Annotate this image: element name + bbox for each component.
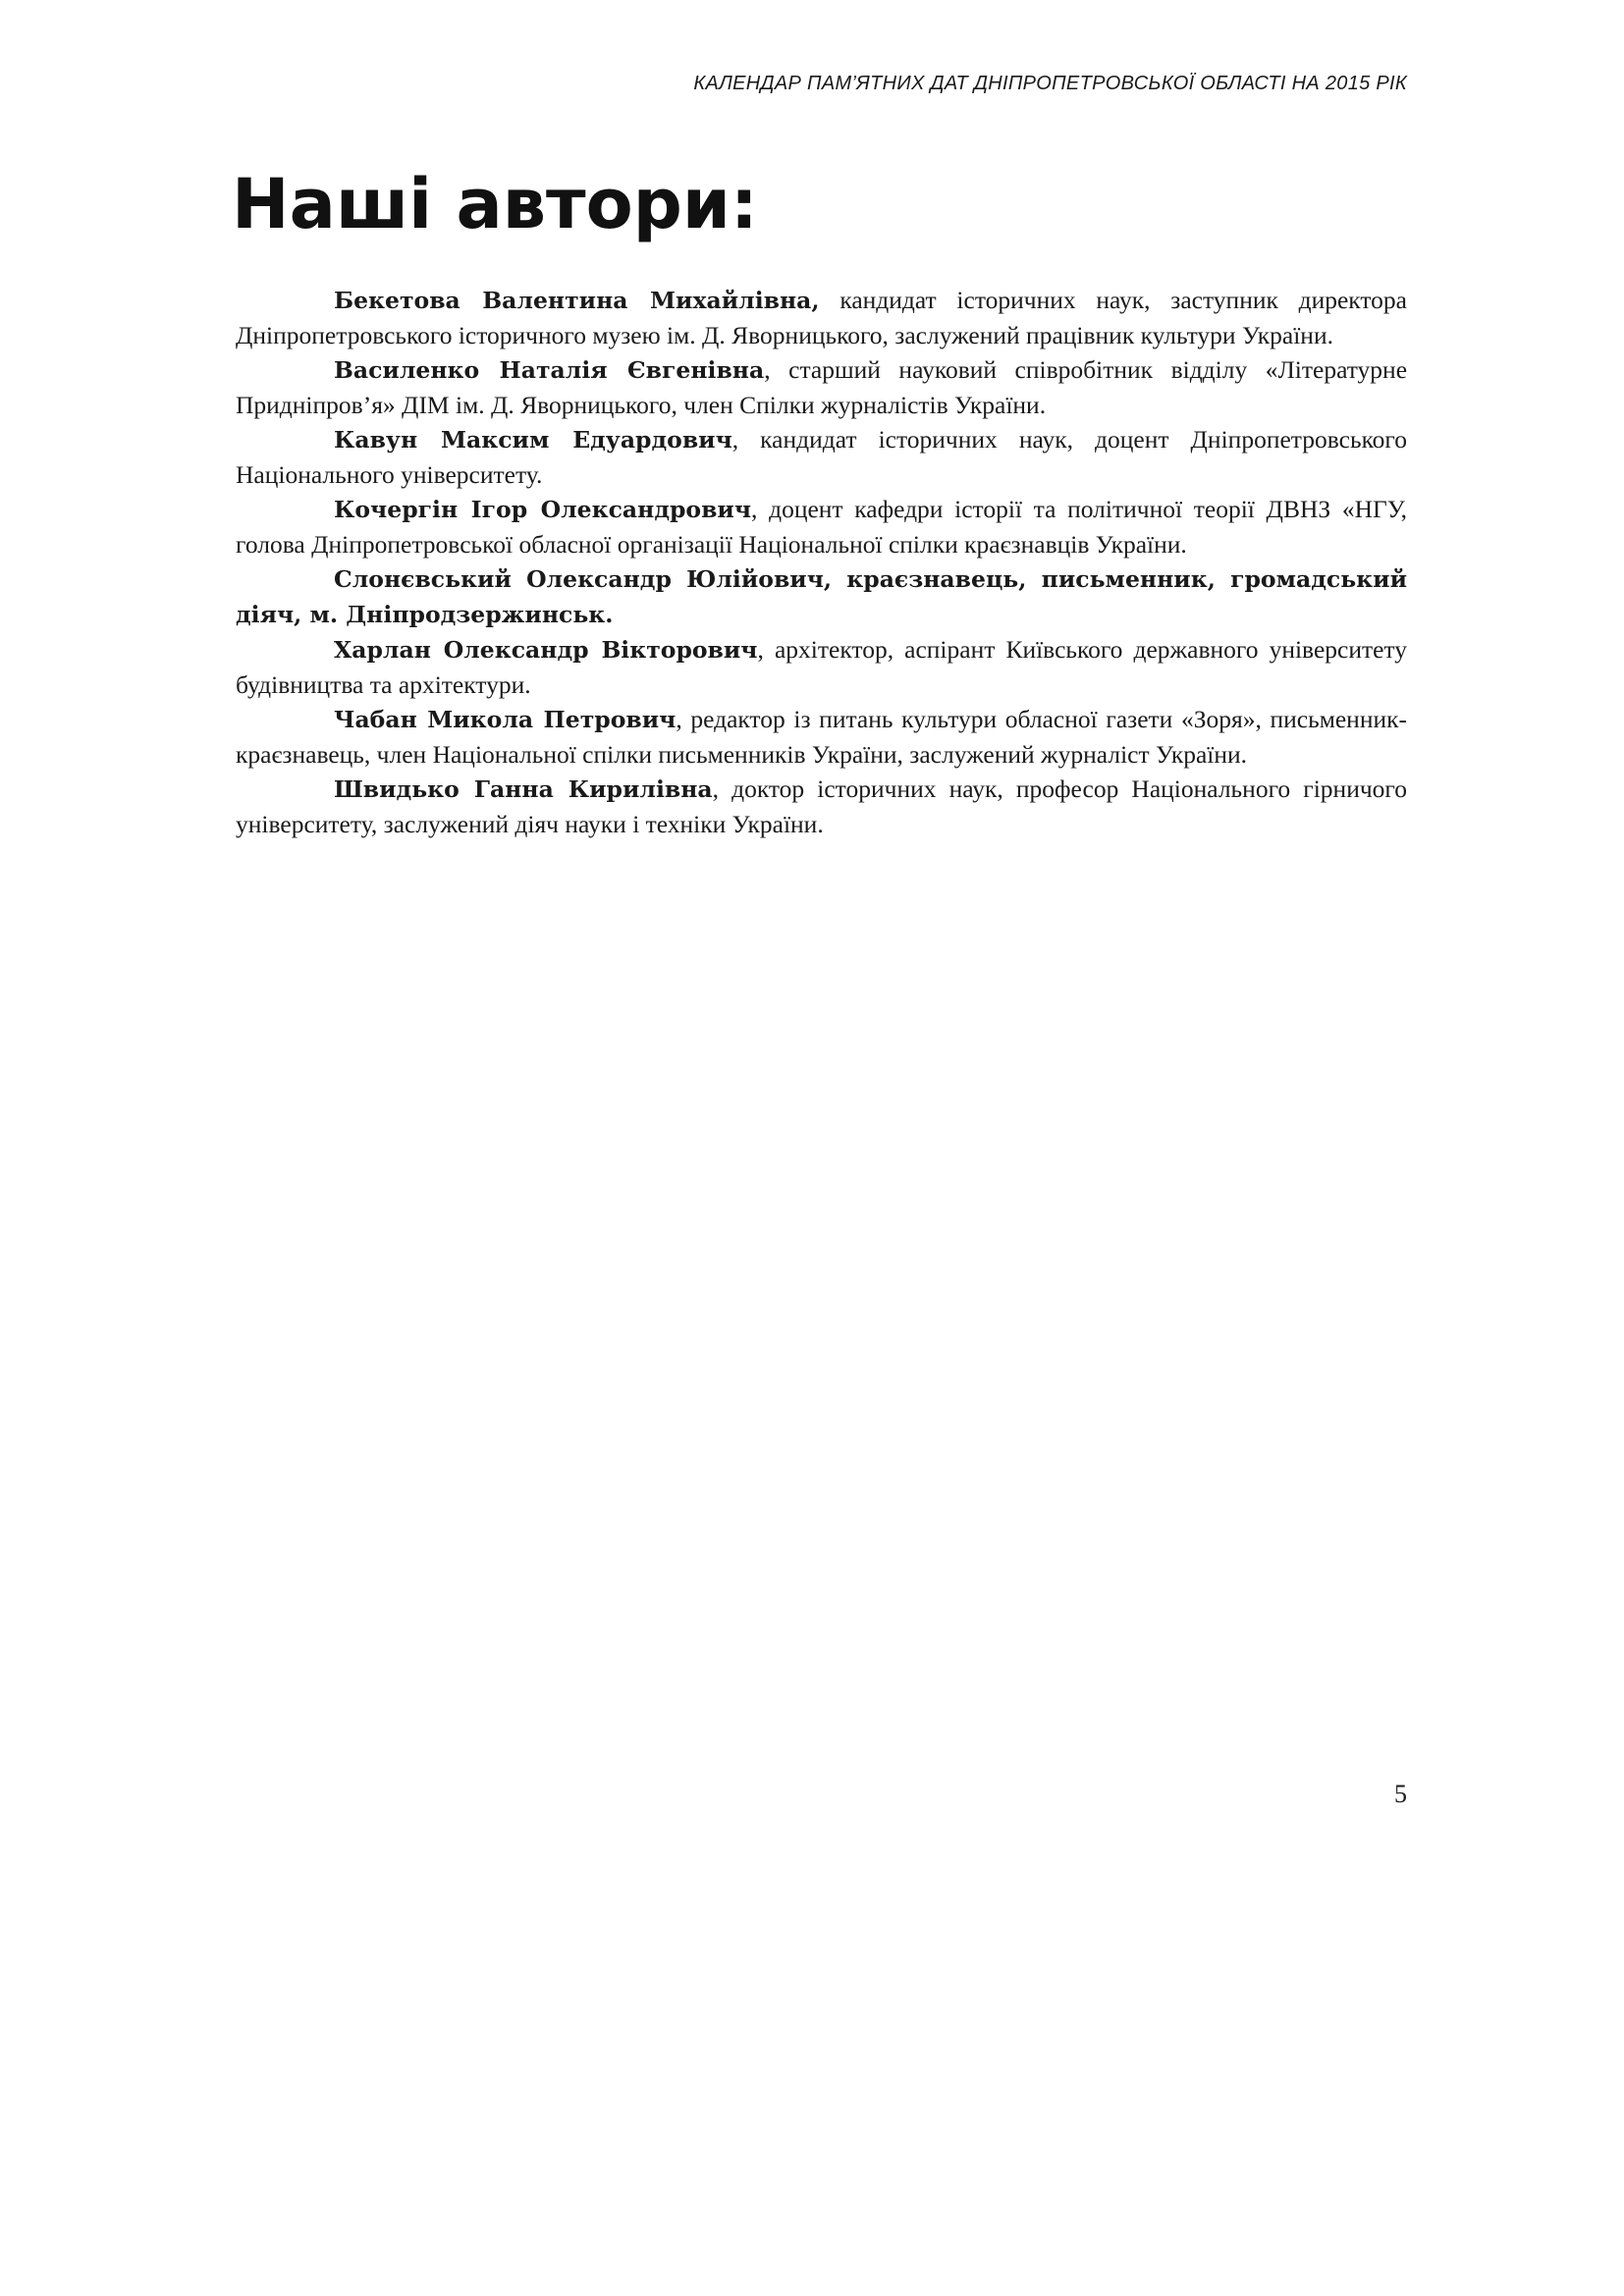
author-name: Бекетова Валентина Михайлівна, — [334, 287, 820, 314]
author-description: , доктор історичних наук, професор Національного гірничого університету, заслужений діяч науки і техніки України. — [236, 774, 1407, 838]
running-header: КАЛЕНДАР ПАМ’ЯТНИХ ДАТ ДНІПРОПЕТРОВСЬКОЇ ОБЛАСТІ НА 2015 РІК — [693, 73, 1407, 94]
author-name: Слонєвський Олександр Юлійович — [334, 565, 824, 593]
author-description: , старший науковий співробітник відділу «Літературне Придніпров’я» ДІМ ім. Д. Яворницького, член Спілки журналістів України. — [236, 355, 1408, 419]
author-description: , кандидат історичних наук, доцент Дніпропетровського Національного університету. — [236, 425, 1407, 489]
author-name: Василенко Наталія Євгенівна — [334, 356, 765, 384]
author-description: , архітектор, аспірант Київського державного університету будівництва та архітектури. — [236, 635, 1407, 699]
author-name: Чабан Микола Петрович — [334, 706, 677, 733]
author-description: , доцент кафедри історії та політичної теорії ДВНЗ «НГУ, голова Дніпропетровської обласної організації Національної спілки краєзнавців України. — [236, 495, 1407, 559]
author-entry — [236, 702, 1407, 772]
author-entry — [236, 352, 1407, 422]
page-title: Наші автори: — [232, 164, 758, 244]
author-description: , редактор із питань культури обласної газети «Зоря», письменник-краєзнавець, член Національної спілки письменників України, заслужений журналіст України. — [236, 705, 1407, 769]
author-name: Кавун Максим Едуардович — [334, 426, 732, 454]
author-entry — [236, 772, 1407, 841]
page-number: 5 — [1394, 1780, 1407, 1808]
author-description: кандидат історичних наук, заступник директора Дніпропетровського історичного музею ім. Д. Яворницького, заслужений працівник культури України. — [236, 286, 1407, 349]
authors-list — [236, 283, 1407, 841]
author-entry — [236, 561, 1407, 632]
author-entry — [236, 283, 1407, 352]
author-name: Харлан Олександр Вікторович — [334, 636, 758, 664]
author-name: Кочергін Ігор Олександрович — [334, 496, 752, 523]
author-name: Швидько Ганна Кирилівна — [334, 775, 713, 803]
author-description: , краєзнавець, письменник, громадський діяч, м. Дніпродзержинськ. — [236, 565, 1407, 628]
author-entry — [236, 492, 1407, 561]
author-entry — [236, 422, 1407, 492]
author-entry — [236, 632, 1407, 702]
